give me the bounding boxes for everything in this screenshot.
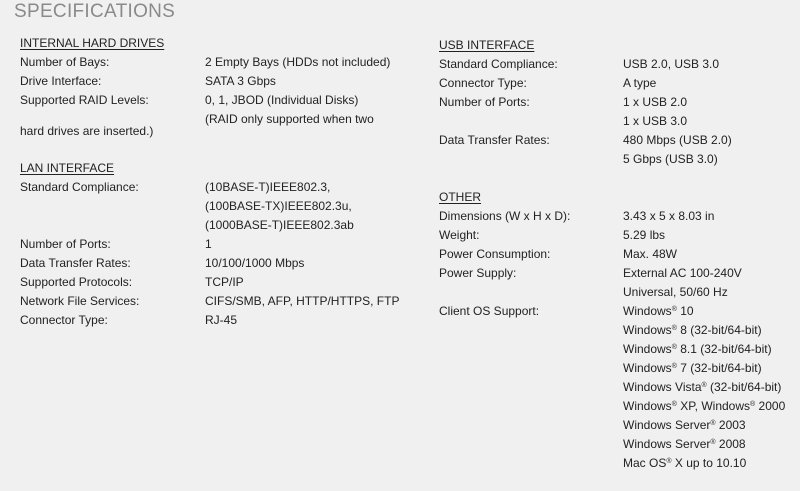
trademark: ® — [750, 401, 756, 408]
os-version: 8.1 (32-bit/64-bit) — [680, 342, 772, 356]
drive-interface-value: SATA 3 Gbps — [205, 74, 276, 88]
lan-interface-heading: LAN INTERFACE — [20, 161, 115, 175]
os-name: Mac OS — [623, 456, 667, 470]
dimensions-label: Dimensions (W x H x D): — [439, 209, 571, 223]
os-name: Windows — [701, 399, 751, 413]
os-name: Windows — [623, 361, 672, 375]
usb-rates-value-2: 5 Gbps (USB 3.0) — [623, 152, 718, 166]
number-of-bays-value: 2 Empty Bays (HDDs not included) — [205, 55, 391, 69]
os-version: 8 (32-bit/64-bit) — [680, 323, 762, 337]
number-of-bays-label: Number of Bays: — [20, 55, 110, 69]
trademark: ® — [671, 325, 677, 332]
raid-levels-value: 0, 1, JBOD (Individual Disks) — [205, 93, 359, 107]
page-title: SPECIFICATIONS — [14, 1, 176, 22]
os-name: Windows — [623, 380, 672, 394]
trademark: ® — [710, 439, 716, 446]
lan-rates-label: Data Transfer Rates: — [20, 256, 131, 270]
os-windows-vista — [623, 379, 781, 395]
usb-ports-label: Number of Ports: — [439, 95, 530, 109]
power-consumption-value: Max. 48W — [623, 247, 678, 261]
os-edition: Server — [675, 437, 711, 451]
os-name: Windows — [623, 418, 672, 432]
dimensions-value: 3.43 x 5 x 8.03 in — [623, 209, 715, 223]
weight-label: Weight: — [439, 228, 480, 242]
trademark: ® — [666, 458, 672, 465]
usb-rates-label: Data Transfer Rates: — [439, 133, 550, 147]
lan-protocols-label: Supported Protocols: — [20, 275, 133, 289]
os-windows-8 — [623, 322, 762, 338]
os-name: Windows — [623, 399, 672, 413]
lan-ports-value: 1 — [205, 237, 212, 251]
power-consumption-label: Power Consumption: — [439, 247, 551, 261]
os-version: 2000 — [758, 399, 786, 413]
lan-compliance-value-1: (10BASE-T)IEEE802.3, — [205, 180, 331, 194]
lan-file-services-value: CIFS/SMB, AFP, HTTP/HTTPS, FTP — [205, 294, 400, 308]
os-name: Windows — [623, 437, 672, 451]
power-supply-value-2: Universal, 50/60 Hz — [623, 285, 728, 299]
usb-rates-value-1: 480 Mbps (USB 2.0) — [623, 133, 732, 147]
other-heading: OTHER — [439, 190, 481, 204]
os-name: Windows — [623, 304, 672, 318]
os-edition: Server — [675, 418, 711, 432]
trademark: ® — [671, 344, 677, 351]
lan-rates-value: 10/100/1000 Mbps — [205, 256, 305, 270]
trademark: ® — [701, 382, 707, 389]
trademark: ® — [671, 401, 677, 408]
usb-ports-value-2: 1 x USB 3.0 — [623, 114, 688, 128]
os-windows-xp-2000 — [623, 398, 785, 414]
lan-compliance-value-3: (1000BASE-T)IEEE802.3ab — [205, 218, 354, 232]
usb-connector-label: Connector Type: — [439, 76, 527, 90]
trademark: ® — [710, 420, 716, 427]
os-version: X up to 10.10 — [674, 456, 747, 470]
trademark: ® — [671, 306, 677, 313]
lan-ports-label: Number of Ports: — [20, 237, 111, 251]
lan-compliance-label: Standard Compliance: — [20, 180, 139, 194]
usb-compliance-value: USB 2.0, USB 3.0 — [623, 57, 720, 71]
usb-interface-heading: USB INTERFACE — [439, 38, 535, 52]
lan-connector-label: Connector Type: — [20, 313, 108, 327]
drive-interface-label: Drive Interface: — [20, 74, 102, 88]
power-supply-value-1: External AC 100-240V — [623, 266, 742, 280]
os-version: 7 (32-bit/64-bit) — [680, 361, 762, 375]
os-bits: (32-bit/64-bit) — [710, 380, 782, 394]
internal-hard-drives-heading: INTERNAL HARD DRIVES — [20, 36, 165, 50]
os-windows-server-2008 — [623, 436, 746, 452]
os-version: XP, — [680, 399, 698, 413]
os-windows-81 — [623, 341, 772, 357]
os-version: 2008 — [718, 437, 746, 451]
os-windows-server-2003 — [623, 417, 746, 433]
raid-note-line-2: hard drives are inserted.) — [20, 124, 154, 138]
os-windows-10 — [623, 303, 694, 319]
weight-value: 5.29 lbs — [623, 228, 666, 242]
trademark: ® — [671, 363, 677, 370]
power-supply-label: Power Supply: — [439, 266, 517, 280]
lan-compliance-value-2: (100BASE-TX)IEEE802.3u, — [205, 199, 352, 213]
os-version: Vista — [675, 380, 702, 394]
raid-levels-label: Supported RAID Levels: — [20, 93, 149, 107]
lan-connector-value: RJ-45 — [205, 313, 238, 327]
raid-note-line-1: (RAID only supported when two — [205, 112, 374, 126]
os-version: 10 — [680, 304, 694, 318]
os-name: Windows — [623, 323, 672, 337]
lan-file-services-label: Network File Services: — [20, 294, 140, 308]
usb-connector-value: A type — [623, 76, 657, 90]
lan-protocols-value: TCP/IP — [205, 275, 244, 289]
client-os-label: Client OS Support: — [439, 304, 540, 318]
os-name: Windows — [623, 342, 672, 356]
usb-compliance-label: Standard Compliance: — [439, 57, 558, 71]
os-mac — [623, 455, 746, 471]
usb-ports-value-1: 1 x USB 2.0 — [623, 95, 688, 109]
os-windows-7 — [623, 360, 762, 376]
os-version: 2003 — [718, 418, 746, 432]
